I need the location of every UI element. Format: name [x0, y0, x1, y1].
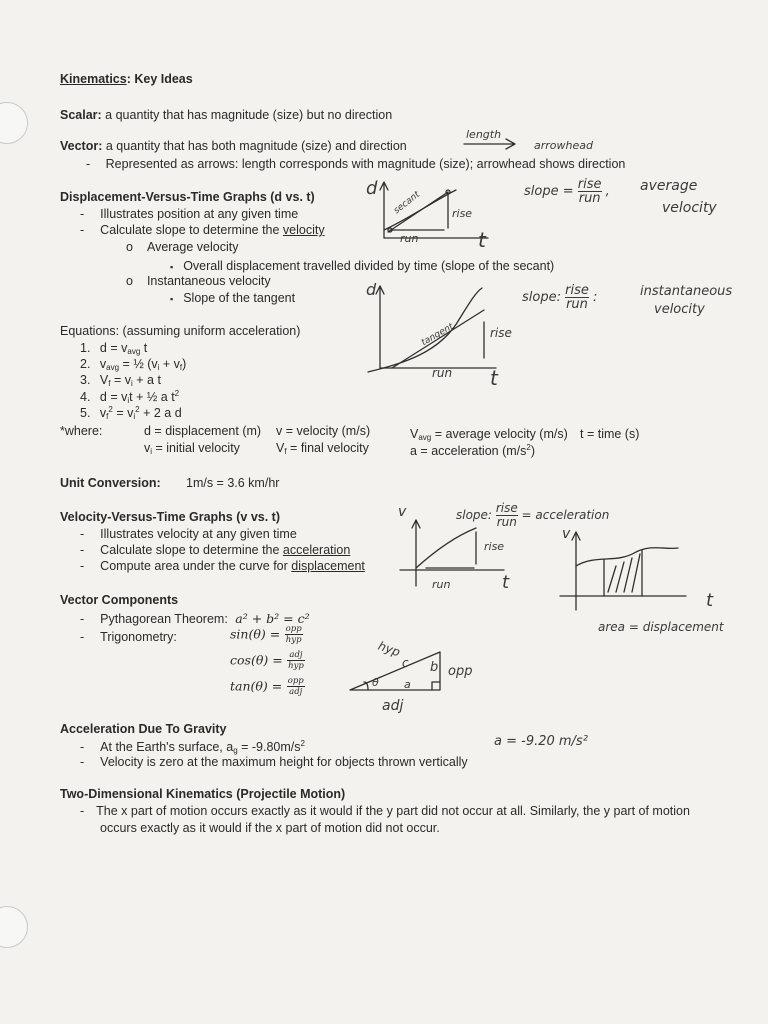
eq-where-d: d = displacement (m): [144, 424, 262, 438]
hw-arrowhead-label: arrowhead: [534, 139, 593, 152]
hw-slope-inst: slope: $\frac{\text{rise}}{\text{run}}$ :: [522, 283, 598, 312]
page-title: Kinematics: Key Ideas: [60, 72, 193, 86]
tri-a: a: [404, 678, 411, 691]
eq-where-t: t = time (s): [580, 427, 640, 441]
tri-adj: adj: [382, 698, 404, 714]
eq-where-vi: $v_i$ = initial velocity: [144, 441, 240, 456]
sketch-vta-t: t: [706, 590, 714, 611]
eq-1: 1. $d = v_{avg}$ t: [80, 341, 148, 356]
eq-heading: Equations: (assuming uniform acceleration): [60, 324, 301, 338]
punch-hole-top: [0, 102, 28, 144]
sketch-dtt-run: run: [432, 366, 453, 380]
hw-slope-avg: slope = $\frac{\text{rise}}{\text{run}}$ ,: [524, 177, 610, 206]
hw-slope-accel: slope: $\frac{\text{rise}}{\text{run}}$ = acceleration: [456, 501, 610, 529]
eq-where: *where:: [60, 424, 103, 438]
eq-4: 4. $d = v_it$ + ½ a $t^2$: [80, 389, 180, 405]
eq-2: 2. $v_{avg}$ = ½ $(v_i + v_f)$: [80, 357, 187, 372]
grav-heading: Acceleration Due To Gravity: [60, 722, 227, 736]
vc-sin: sin(θ) = $\frac{\text{opp}}{\text{hyp}}$: [230, 624, 302, 645]
eq-where-vf: $V_f$ = final velocity: [276, 441, 369, 456]
hw-vector-arrow: [462, 138, 522, 150]
sketch-vt-t: t: [502, 572, 510, 593]
vector-definition: Vector: a quantity that has both magnitude (size) and direction: [60, 139, 407, 153]
grav-bullet-2: - Velocity is zero at the maximum height for objects thrown vertically: [80, 755, 468, 769]
sketch-vt-area: [556, 526, 706, 616]
eq-where-vavg: $V_{avg}$ = average velocity (m/s): [410, 427, 568, 442]
sketch-dt-secant-label: secant: [392, 189, 422, 217]
sketch-vt-v: v: [398, 504, 407, 520]
dt-inst-detail: ▪ Slope of the tangent: [170, 291, 296, 305]
sketch-dt-t: t: [478, 228, 486, 252]
hw-average: average: [640, 178, 698, 194]
sketch-dtt-rise: rise: [490, 326, 512, 340]
vector-bullet: - Represented as arrows: length corresponds with magnitude (size); arrowhead shows direction: [86, 157, 626, 171]
tri-opp: opp: [448, 664, 473, 679]
punch-hole-bottom: [0, 906, 28, 948]
proj-heading: Two-Dimensional Kinematics (Projectile Motion): [60, 787, 346, 801]
vt-heading: Velocity-Versus-Time Graphs (v vs. t): [60, 510, 280, 524]
vt-bullet-1: - Illustrates velocity at any given time: [80, 527, 297, 541]
tri-b: b: [430, 660, 439, 675]
eq-where-v: v = velocity (m/s): [276, 424, 371, 438]
vc-trig: - Trigonometry:: [80, 630, 177, 644]
tri-c: c: [402, 656, 409, 670]
eq-5: 5. $v_f^2 = v_i^2 + 2$ a d: [80, 405, 182, 421]
sketch-dtt-t: t: [490, 366, 498, 390]
dt-bullet-1: - Illustrates position at any given time: [80, 207, 299, 221]
dt-inst-velocity: o Instantaneous velocity: [126, 274, 271, 288]
proj-line-2: occurs exactly as it would if the x part of motion did not occur.: [100, 821, 440, 835]
dt-avg-detail: ▪ Overall displacement travelled divided by time (slope of the secant): [170, 259, 555, 273]
sketch-dtt-d: d: [366, 280, 377, 299]
vt-bullet-3: - Compute area under the curve for displacement: [80, 559, 365, 573]
hw-length-label: length: [466, 128, 502, 141]
hw-gravity: a = -9.20 m/s²: [494, 734, 588, 749]
grav-bullet-1: - At the Earth's surface, $a_g = -9.80m/s^2$: [80, 739, 305, 755]
sketch-vt-rise: rise: [484, 540, 505, 553]
sketch-dt-run: run: [400, 232, 419, 245]
vc-heading: Vector Components: [60, 593, 179, 607]
vc-cos: cos(θ) = $\frac{\text{adj}}{\text{hyp}}$: [230, 650, 304, 671]
scalar-definition: Scalar: a quantity that has magnitude (size) but no direction: [60, 108, 393, 122]
vc-tan: tan(θ) = $\frac{\text{opp}}{\text{adj}}$: [230, 676, 304, 697]
sketch-vta-v: v: [562, 526, 571, 542]
eq-3: 3. $V_f = v_i + a$ t: [80, 373, 161, 388]
dt-bullet-2: - Calculate slope to determine the velocity: [80, 223, 325, 237]
dt-avg-velocity: o Average velocity: [126, 240, 239, 254]
hw-velocity: velocity: [662, 200, 717, 216]
sketch-vt-run: run: [432, 578, 451, 591]
dt-heading: Displacement-Versus-Time Graphs (d vs. t): [60, 190, 315, 204]
unit-label: Unit Conversion:: [60, 476, 161, 490]
hw-area-displacement: area = displacement: [598, 620, 724, 634]
vc-pythagorean: - Pythagorean Theorem: a² + b² = c²: [80, 611, 310, 626]
sketch-dt-d: d: [366, 178, 378, 199]
proj-line-1: - The x part of motion occurs exactly as it would if the y part did not occur at all. Similarly, the y part of motion: [80, 804, 690, 818]
tri-hyp: hyp: [376, 638, 403, 660]
unit-value: 1m/s = 3.6 km/hr: [186, 476, 280, 490]
vt-bullet-2: - Calculate slope to determine the acceleration: [80, 543, 351, 557]
tri-theta: θ: [372, 676, 379, 689]
hw-inst-velocity: velocity: [654, 302, 705, 317]
sketch-dt-rise: rise: [452, 207, 473, 220]
eq-where-a: a = acceleration $(m/s^2)$: [410, 443, 535, 458]
hw-instantaneous: instantaneous: [640, 284, 733, 299]
sketch-dtt-tangent-label: tangent: [419, 321, 456, 349]
